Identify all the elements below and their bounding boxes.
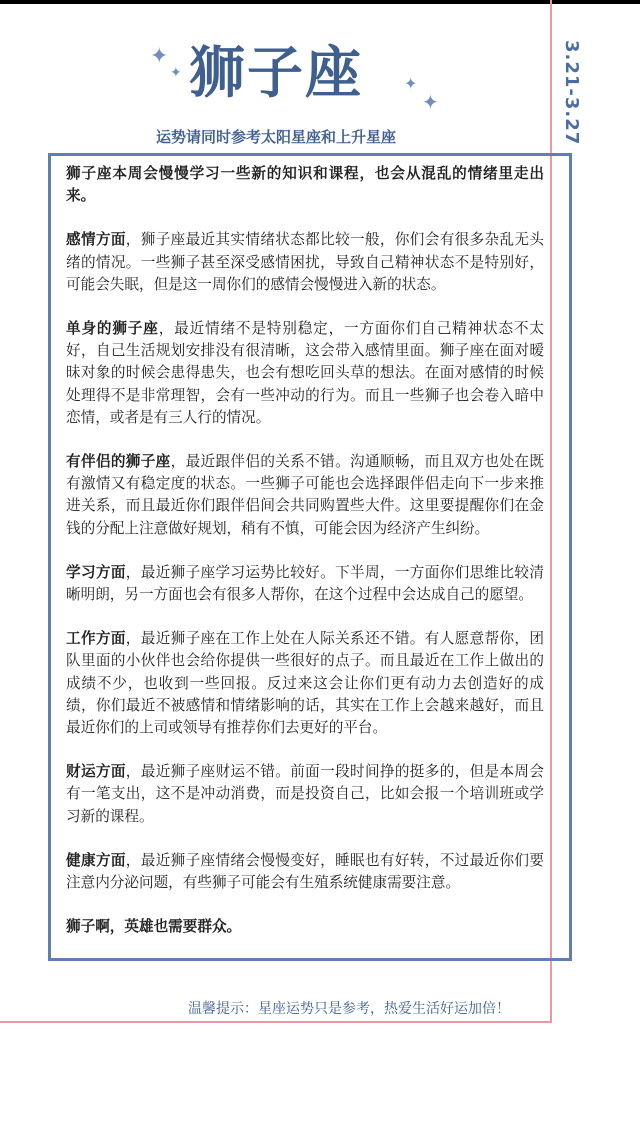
top-edge-bar — [0, 0, 640, 4]
study-text: ，最近狮子座学习运势比较好。下半周，一方面你们思维比较清晰明朗，另一方面也会有很多人帮你，在这个过程中会达成自己的愿望。 — [66, 563, 544, 604]
closing-paragraph — [66, 916, 544, 938]
work-text: ，最近狮子座在工作上处在人际关系还不错。有人愿意帮你，团队里面的小伙伴也会给你提供一些很好的点子。而且最近在工作上做出的成绩不少，也收到一些回报。反过来这会让你们更有动力去创造好的成绩，你们最近不被感情和情绪影响的话，其实在工作上会越来越好，而且最近你们的上司或领导有推荐你们去更好的平台。 — [66, 630, 544, 737]
wealth-text: ，最近狮子座财运不错。前面一段时间挣的挺多的，但是本周会有一笔支出，这不是冲动消费，而是投资自己，比如会报一个培训班或学习新的课程。 — [66, 763, 544, 825]
love-text: ，狮子座最近其实情绪状态都比较一般，你们会有很多杂乱无头绪的情况。一些狮子甚至深受感情困扰，导致自己精神状态不是特别好，可能会失眠，但是这一周你们的感情会慢慢进入新的状态。 — [66, 231, 544, 293]
study-paragraph — [66, 562, 544, 606]
work-paragraph — [66, 628, 544, 739]
intro-paragraph — [66, 163, 544, 207]
sparkle-icon: ✦ — [170, 65, 182, 81]
closing-text: 狮子啊，英雄也需要群众。 — [66, 918, 242, 936]
health-heading: 健康方面 — [66, 851, 126, 869]
wealth-heading: 财运方面 — [66, 763, 126, 781]
partner-paragraph — [66, 451, 544, 540]
health-text: ，最近狮子座情绪会慢慢变好，睡眠也有好转，不过最近你们要注意内分泌问题，有些狮子可能会有生殖系统健康需要注意。 — [66, 851, 544, 892]
partner-text: ，最近跟伴侣的关系不错。沟通顺畅，而且双方也处在既有激情又有稳定度的状态。一些狮子可能也会选择跟伴侣走向下一步来推进关系，而且最近你们跟伴侣间会共同购置些大件。这里要提醒你们在金钱的分配上注意做好规划，稍有不慎，可能会因为经济产生纠纷。 — [66, 453, 544, 537]
intro-text: 狮子座本周会慢慢学习一些新的知识和课程，也会从混乱的情绪里走出来。 — [66, 165, 544, 205]
single-heading: 单身的狮子座 — [66, 320, 159, 338]
health-paragraph — [66, 850, 544, 894]
page-subtitle: 运势请同时参考太阳星座和上升星座 — [155, 128, 396, 146]
single-text: ，最近情绪不是特别稳定，一方面你们自己精神状态不太好，自己生活规划安排没有很清晰，这会带入感情里面。狮子座在面对暧昧对象的时候会患得患失，也会有想吃回头草的想法。在面对感情的时候处理得不是非常理智，会有一些冲动的行为。而且一些狮子也会卷入暗中恋情，或者是有三人行的情况。 — [66, 320, 544, 426]
work-heading: 工作方面 — [66, 630, 126, 648]
footer-tip: 温馨提示：星座运势只是参考，热爱生活好运加倍！ — [188, 1001, 510, 1017]
wealth-paragraph — [66, 761, 544, 828]
horoscope-content — [66, 163, 544, 960]
sparkle-icon: ✦ — [422, 90, 439, 114]
love-paragraph — [66, 229, 544, 296]
study-heading: 学习方面 — [66, 563, 126, 581]
page-title: 狮子座 — [189, 41, 363, 106]
sparkle-icon: ✦ — [404, 74, 418, 93]
sparkle-icon: ✦ — [150, 44, 169, 69]
partner-heading: 有伴侣的狮子座 — [66, 453, 171, 471]
pink-horizontal-line — [0, 1021, 552, 1023]
date-range: 3.21-3.27 — [561, 40, 582, 146]
love-heading: 感情方面 — [66, 231, 126, 249]
single-paragraph — [66, 318, 544, 429]
